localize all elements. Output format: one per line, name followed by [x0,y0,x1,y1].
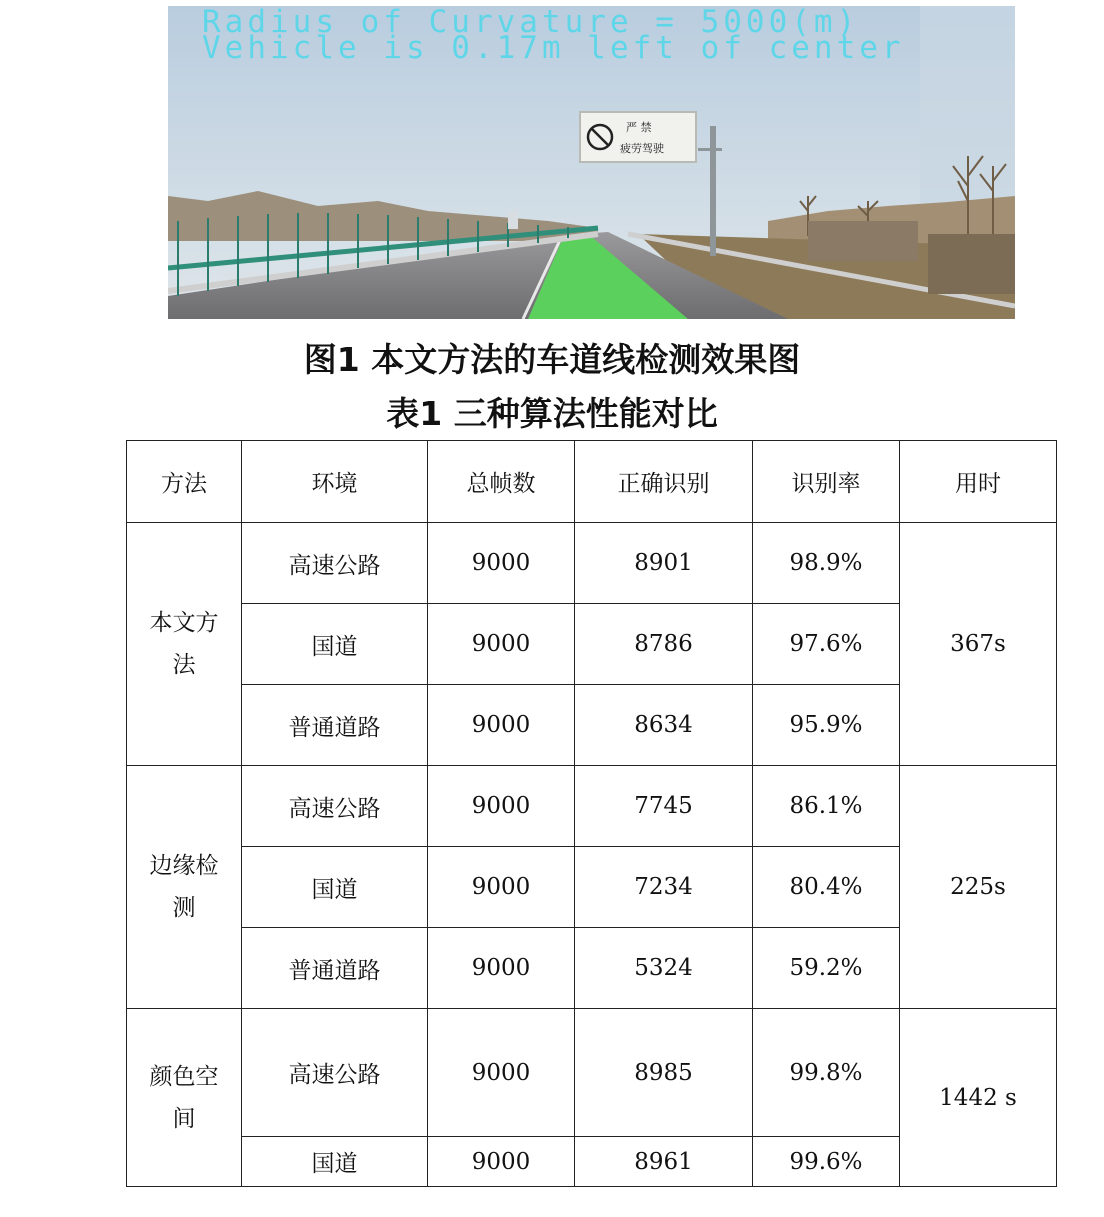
environment-cell: 国道 [242,847,428,928]
environment-cell: 普通道路 [242,928,428,1009]
lane-detection-figure [168,6,1015,319]
header-time: 用时 [900,441,1057,523]
vehicle-offset-readout: Vehicle is 0.17m left of center [202,30,905,66]
frames-cell: 9000 [428,685,575,766]
table-header-row [127,441,1057,523]
method-cell: 本文方法 [127,523,242,766]
frames-cell: 9000 [428,1137,575,1187]
correct-cell: 7234 [575,847,753,928]
frames-cell: 9000 [428,766,575,847]
header-rate: 识别率 [753,441,900,523]
correct-cell: 8961 [575,1137,753,1187]
header-method: 方法 [127,441,242,523]
table-row [127,766,1057,847]
rate-cell: 59.2% [753,928,900,1009]
time-cell: 367s [900,523,1057,766]
table-row [127,523,1057,604]
header-total-frames: 总帧数 [428,441,575,523]
performance-comparison-table [126,440,1057,1187]
rate-cell: 95.9% [753,685,900,766]
frames-cell: 9000 [428,604,575,685]
environment-cell: 国道 [242,1137,428,1187]
road-scene-image [168,6,1015,319]
svg-text:疲劳驾驶: 疲劳驾驶 [620,142,664,155]
method-cell: 颜色空间 [127,1009,242,1187]
svg-text:严 禁: 严 禁 [626,121,652,134]
rate-cell: 98.9% [753,523,900,604]
frames-cell: 9000 [428,847,575,928]
environment-cell: 高速公路 [242,523,428,604]
correct-cell: 8901 [575,523,753,604]
header-correct: 正确识别 [575,441,753,523]
frames-cell: 9000 [428,1009,575,1137]
table-row [127,1009,1057,1137]
header-environment: 环境 [242,441,428,523]
rate-cell: 97.6% [753,604,900,685]
correct-cell: 8634 [575,685,753,766]
correct-cell: 7745 [575,766,753,847]
environment-cell: 普通道路 [242,685,428,766]
environment-cell: 国道 [242,604,428,685]
time-cell: 225s [900,766,1057,1009]
correct-cell: 8786 [575,604,753,685]
rate-cell: 99.8% [753,1009,900,1137]
rate-cell: 80.4% [753,847,900,928]
curvature-readout: Radius of Curvature = 5000(m) [202,6,860,40]
table-caption: 表1 三种算法性能对比 [386,394,718,433]
rate-cell: 99.6% [753,1137,900,1187]
figure-caption: 图1 本文方法的车道线检测效果图 [303,340,801,379]
correct-cell: 5324 [575,928,753,1009]
rate-cell: 86.1% [753,766,900,847]
frames-cell: 9000 [428,928,575,1009]
method-cell: 边缘检测 [127,766,242,1009]
time-cell: 1442 s [900,1009,1057,1187]
road-sign [580,112,696,162]
frames-cell: 9000 [428,523,575,604]
environment-cell: 高速公路 [242,766,428,847]
environment-cell: 高速公路 [242,1009,428,1137]
correct-cell: 8985 [575,1009,753,1137]
